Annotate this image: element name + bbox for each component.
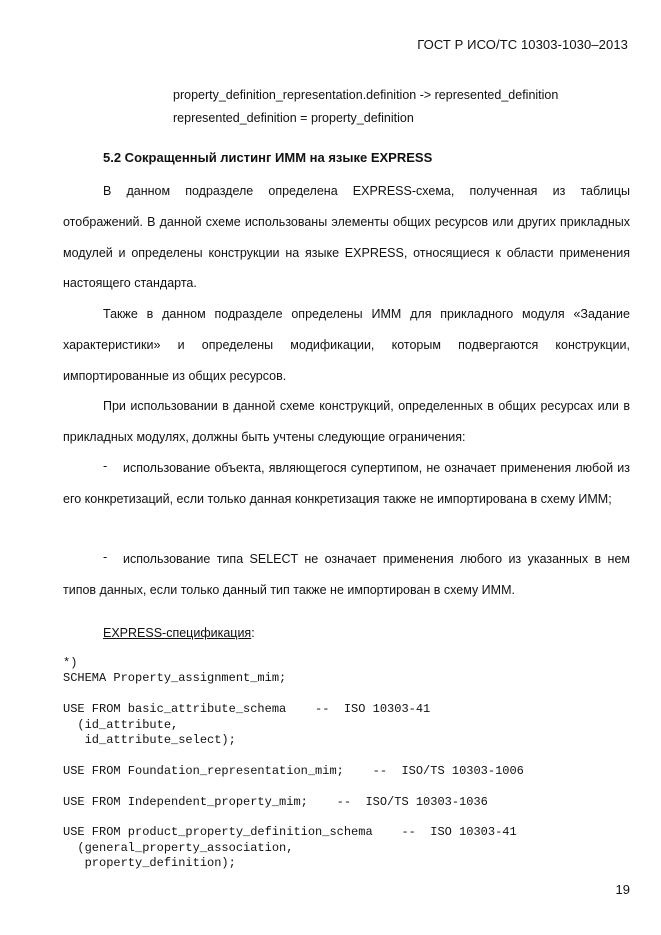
paragraph-constraints: При использовании в данной схеме конструкций, определенных в общих ресурсах или в прикладных модулях, должны быть учтены следующие ограничения: [63, 399, 630, 444]
express-spec-label-text: EXPRESS-спецификация [103, 626, 252, 640]
page-number: 19 [615, 882, 630, 897]
bullet-item-supertype: использование объекта, являющегося супертипом, не означает применения любой из его конкретизаций, если только данная конкретизация также не импортирована в схему ИММ; [63, 461, 630, 506]
document-header: ГОСТ Р ИСО/ТС 10303-1030–2013 [417, 37, 628, 52]
bullet-marker: - [103, 459, 108, 473]
section-heading: 5.2 Сокращенный листинг ИММ на языке EXPRESS [103, 150, 433, 165]
express-spec-label-colon: : [251, 626, 255, 640]
bullet-item-select: использование типа SELECT не означает применения любого из указанных в нем типов данных, если только данный тип также не импортирован в схему ИММ. [63, 552, 630, 597]
paragraph-mim: Также в данном подразделе определены ИММ для прикладного модуля «Задание характеристики» и определены модификации, которым подвергаются конструкции, импортированные из общих ресурсов. [63, 307, 630, 383]
formula-line-2: represented_definition = property_definition [173, 111, 414, 125]
express-spec-label [103, 626, 255, 640]
express-code-listing: *) SCHEMA Property_assignment_mim; USE FROM basic_attribute_schema -- ISO 10303-41 (id_attribute, id_attribute_select); USE FROM Foundation_representation_mim; -- ISO/TS 10303-1006 USE FROM Independent_property_mim; -- ISO/TS 10303-1036 USE FROM product_property_definition_schema -- ISO 10303-41 (general_property_association, property_definition); [63, 656, 524, 871]
bullet-marker: - [103, 550, 108, 564]
paragraph-intro: В данном подразделе определена EXPRESS-схема, полученная из таблицы отображений. В данной схеме использованы элементы общих ресурсов или других прикладных модулей и определены конструкции на языке EXPRESS, относящиеся к области применения настоящего стандарта. [63, 184, 630, 291]
formula-line-1: property_definition_representation.definition -> represented_definition [173, 88, 559, 102]
